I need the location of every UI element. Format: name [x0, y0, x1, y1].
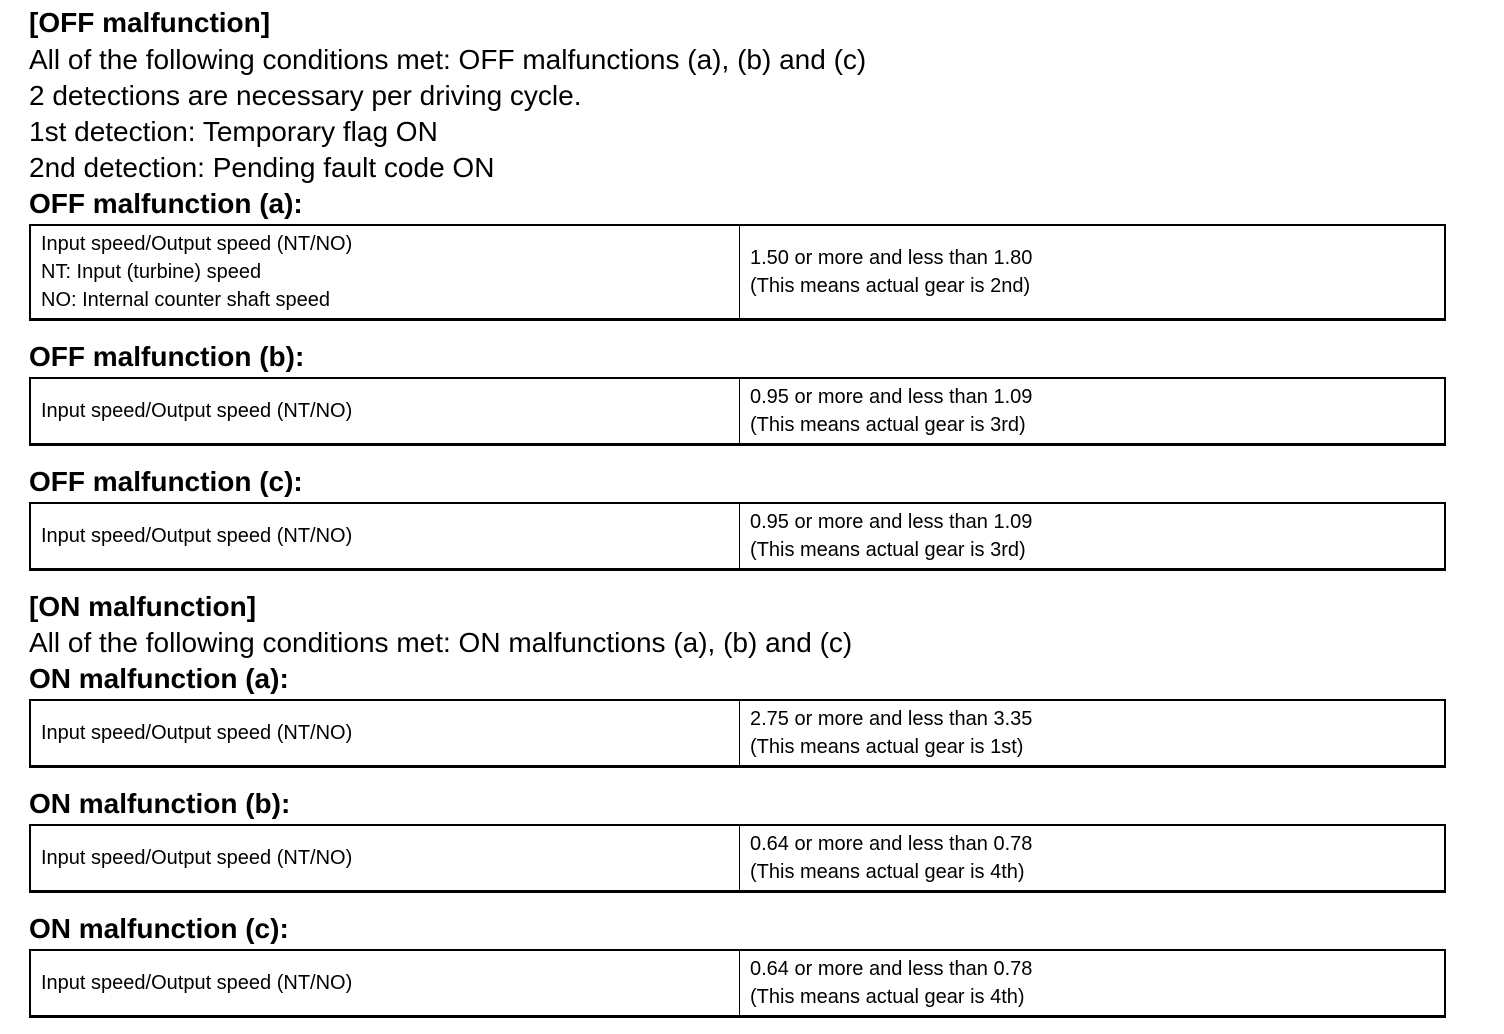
parameter-definition-no: NO: Internal counter shaft speed [41, 289, 331, 311]
gear-meaning-text: (This means actual gear is 2nd) [750, 275, 1031, 297]
ratio-range-text: 2.75 or more and less than 3.35 [750, 708, 1033, 730]
on-malfunction-b-table [29, 824, 1446, 893]
gear-meaning-text: (This means actual gear is 1st) [750, 736, 1024, 758]
condition-parameter-cell [30, 378, 740, 445]
condition-value-cell [740, 700, 1446, 767]
table-row [30, 378, 1445, 445]
condition-parameter-cell [30, 503, 740, 570]
on-malfunction-c-table [29, 949, 1446, 1018]
parameter-text: Input speed/Output speed (NT/NO) [41, 400, 353, 422]
off-first-detection-line: 1st detection: Temporary flag ON [29, 116, 438, 147]
off-detections-line: 2 detections are necessary per driving cycle. [29, 80, 582, 111]
table-row [30, 950, 1445, 1017]
off-conditions-line: All of the following conditions met: OFF malfunctions (a), (b) and (c) [29, 44, 867, 75]
ratio-range-text: 0.95 or more and less than 1.09 [750, 511, 1033, 533]
table-row [30, 503, 1445, 570]
ratio-range-text: 0.95 or more and less than 1.09 [750, 386, 1033, 408]
condition-parameter-cell [30, 825, 740, 892]
off-malfunction-a-heading: OFF malfunction (a): [29, 188, 303, 219]
parameter-text: Input speed/Output speed (NT/NO) [41, 233, 353, 255]
ratio-range-text: 1.50 or more and less than 1.80 [750, 247, 1033, 269]
on-malfunction-c-heading: ON malfunction (c): [29, 913, 289, 944]
table-row [30, 825, 1445, 892]
off-malfunction-b-table [29, 377, 1446, 446]
gear-meaning-text: (This means actual gear is 4th) [750, 861, 1025, 883]
off-second-detection-line: 2nd detection: Pending fault code ON [29, 152, 495, 183]
gear-meaning-text: (This means actual gear is 3rd) [750, 414, 1026, 436]
condition-value-cell [740, 503, 1446, 570]
off-malfunction-b-heading: OFF malfunction (b): [29, 341, 305, 372]
gear-meaning-text: (This means actual gear is 3rd) [750, 539, 1026, 561]
table-row [30, 225, 1445, 320]
off-malfunction-c-heading: OFF malfunction (c): [29, 466, 303, 497]
ratio-range-text: 0.64 or more and less than 0.78 [750, 833, 1033, 855]
on-conditions-line: All of the following conditions met: ON malfunctions (a), (b) and (c) [29, 627, 853, 658]
off-malfunction-title: [OFF malfunction] [29, 7, 271, 38]
off-malfunction-a-table [29, 224, 1446, 321]
condition-parameter-cell [30, 950, 740, 1017]
on-malfunction-a-heading: ON malfunction (a): [29, 663, 289, 694]
condition-value-cell [740, 225, 1446, 320]
condition-value-cell [740, 950, 1446, 1017]
parameter-text: Input speed/Output speed (NT/NO) [41, 972, 353, 994]
condition-value-cell [740, 825, 1446, 892]
condition-parameter-cell [30, 225, 740, 320]
condition-parameter-cell [30, 700, 740, 767]
gear-meaning-text: (This means actual gear is 4th) [750, 986, 1025, 1008]
ratio-range-text: 0.64 or more and less than 0.78 [750, 958, 1033, 980]
condition-value-cell [740, 378, 1446, 445]
off-malfunction-c-table [29, 502, 1446, 571]
on-malfunction-title: [ON malfunction] [29, 591, 257, 622]
parameter-text: Input speed/Output speed (NT/NO) [41, 722, 353, 744]
parameter-definition-nt: NT: Input (turbine) speed [41, 261, 262, 283]
on-malfunction-a-table [29, 699, 1446, 768]
parameter-text: Input speed/Output speed (NT/NO) [41, 525, 353, 547]
parameter-text: Input speed/Output speed (NT/NO) [41, 847, 353, 869]
table-row [30, 700, 1445, 767]
on-malfunction-b-heading: ON malfunction (b): [29, 788, 291, 819]
